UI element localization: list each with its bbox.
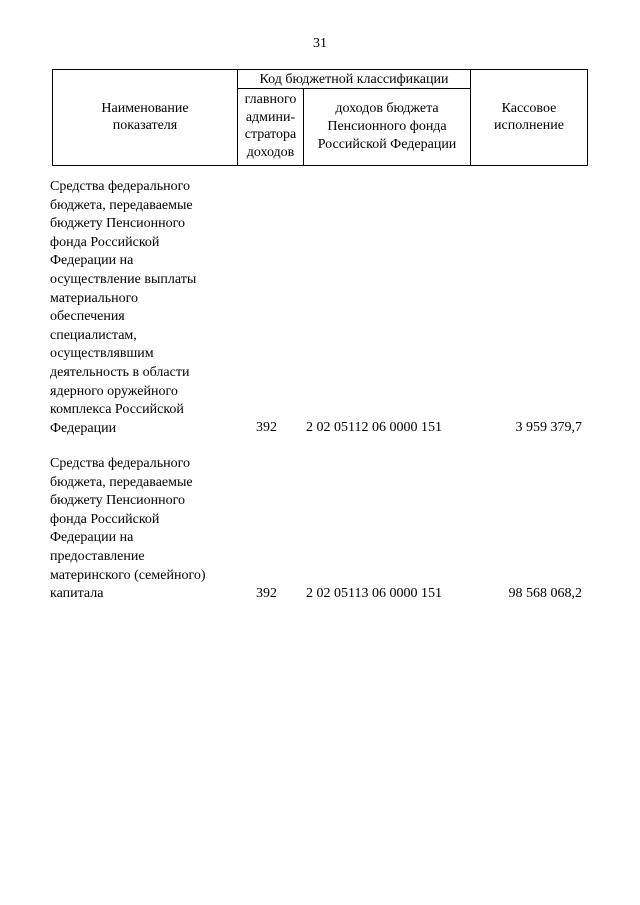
row-name-line: осуществлявшим <box>50 346 154 362</box>
header-admin-line: админи- <box>245 109 296 125</box>
row-name-line: бюджету Пенсионного <box>50 493 186 509</box>
header-income-col <box>304 100 470 154</box>
row-name-line: Средства федерального <box>50 179 190 194</box>
row-admin-code: 392 <box>256 420 277 435</box>
row-amount: 3 959 379,7 <box>515 420 582 435</box>
row-name-line: Федерации на <box>50 530 134 546</box>
row-name-line: специалистам, <box>50 327 137 343</box>
header-admin-col <box>238 91 303 161</box>
header-cash-col <box>471 100 587 134</box>
row-name-line: капитала <box>50 586 104 602</box>
header-bottom-border <box>52 165 588 166</box>
row-income-code: 2 02 05112 06 0000 151 <box>306 420 442 435</box>
row-name-line: предоставление <box>50 548 145 564</box>
header-admin-line: доходов <box>246 144 295 160</box>
row-name-line: бюджету Пенсионного <box>50 216 186 232</box>
header-code-group: Код бюджетной классификации <box>259 72 449 87</box>
row-indicator-name <box>50 455 240 604</box>
row-amount: 98 568 068,2 <box>508 586 582 601</box>
row-name-line: деятельность в области <box>50 364 190 380</box>
row-name-line: ядерного оружейного <box>50 383 178 399</box>
header-admin-line: главного <box>244 92 297 107</box>
header-name-col <box>53 100 237 134</box>
header-right-border <box>587 69 588 166</box>
row-name-line: Средства федерального <box>50 456 190 471</box>
row-name-line: бюджета, передаваемые <box>50 197 193 213</box>
row-name-line: Федерации на <box>50 253 134 269</box>
row-name-line: материального <box>50 290 139 306</box>
header-income-line: Пенсионного фонда <box>327 119 447 134</box>
page-number: 31 <box>313 36 327 51</box>
header-group-underline <box>237 88 471 89</box>
header-cash-line: исполнение <box>494 118 564 133</box>
row-income-code: 2 02 05113 06 0000 151 <box>306 586 442 601</box>
row-name-line: фонда Российской <box>50 511 160 527</box>
header-cash-line: Кассовое <box>501 101 557 116</box>
row-admin-code: 392 <box>256 586 277 601</box>
row-name-line: осуществление выплаты <box>50 271 197 287</box>
row-name-line: материнского (семейного) <box>50 567 206 583</box>
header-name-line: Наименование <box>101 101 189 116</box>
header-income-line: Российской Федерации <box>317 137 457 152</box>
header-admin-line: стратора <box>244 127 297 142</box>
row-name-line: фонда Российской <box>50 234 160 250</box>
row-indicator-name <box>50 178 240 438</box>
row-name-line: бюджета, передаваемые <box>50 474 193 490</box>
row-name-line: комплекса Российской <box>50 402 184 418</box>
header-income-line: доходов бюджета <box>335 101 439 116</box>
header-top-border <box>52 69 588 70</box>
row-name-line: обеспечения <box>50 309 125 325</box>
row-name-line: Федерации <box>50 420 117 436</box>
header-name-line: показателя <box>112 118 178 133</box>
